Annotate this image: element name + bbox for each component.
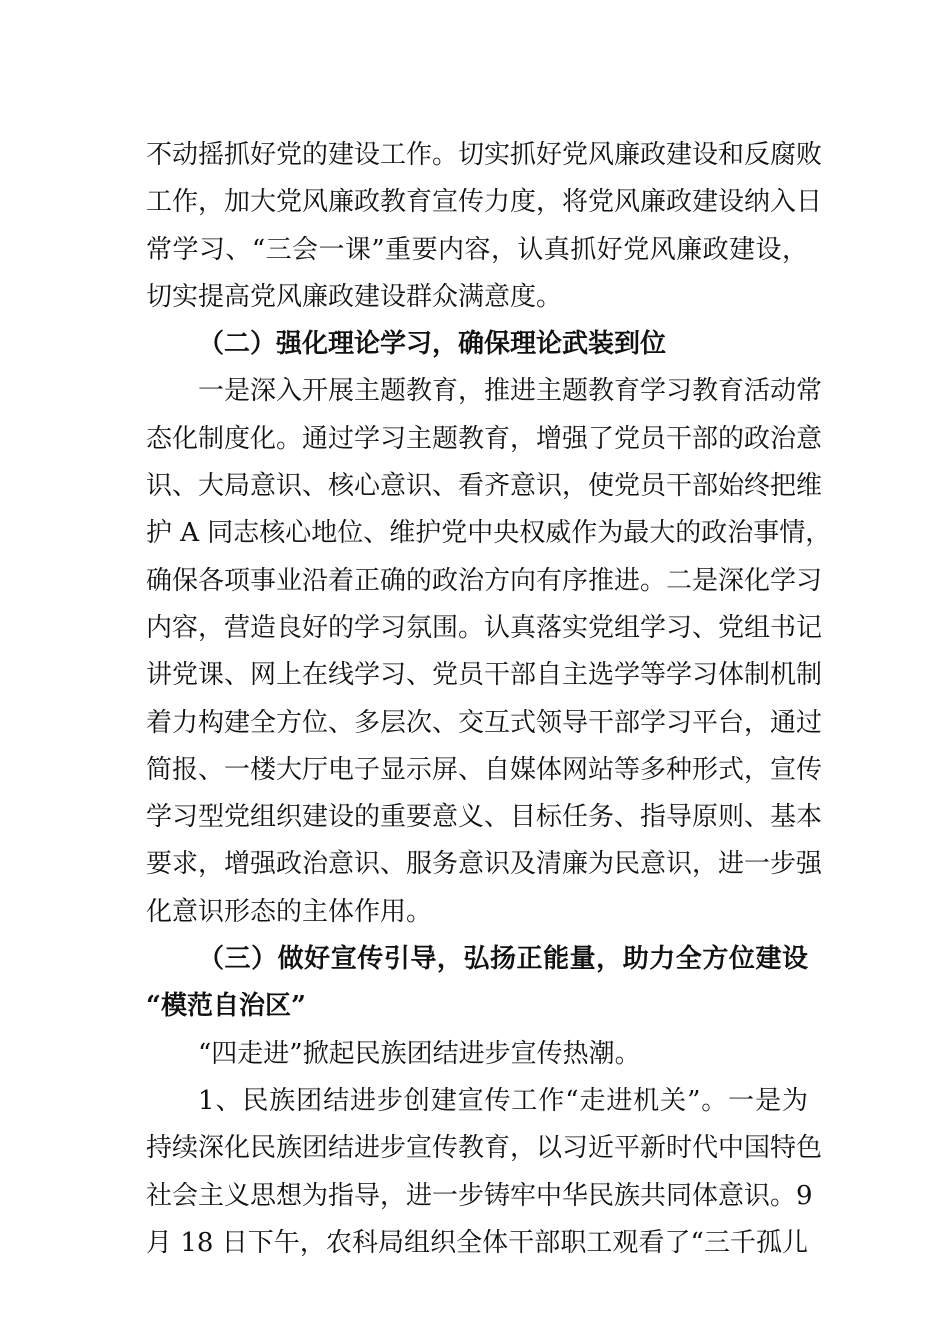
body-line: 确保各项事业沿着正确的政治方向有序推进。二是深化学习: [146, 565, 823, 596]
body-line: 切实提高党风廉政建设群众满意度。: [146, 281, 563, 312]
section-heading: （二）强化理论学习，确保理论武装到位: [198, 329, 667, 360]
body-line: 内容，营造良好的学习氛围。认真落实党组学习、党组书记: [146, 612, 823, 643]
body-line: 学习型党组织建设的重要意义、目标任务、指导原则、基本: [146, 802, 823, 833]
body-line: 护 A 同志核心地位、维护党中央权威作为最大的政治事情，: [146, 518, 832, 549]
body-line: 常学习、“三会一课”重要内容，认真抓好党风廉政建设，: [146, 234, 808, 265]
document-body: [146, 132, 832, 1267]
body-line: “四走进”掀起民族团结进步宣传热潮。: [198, 1038, 641, 1069]
body-line: 要求，增强政治意识、服务意识及清廉为民意识，进一步强: [146, 849, 823, 880]
body-line: 工作，加大党风廉政教育宣传力度，将党风廉政建设纳入日: [146, 187, 823, 218]
section-heading-continuation: “模范自治区”: [146, 991, 306, 1022]
body-line: 1、民族团结进步创建宣传工作“走进机关”。一是为: [198, 1085, 808, 1116]
body-line: 讲党课、网上在线学习、党员干部自主选学等学习体制机制: [146, 660, 823, 691]
body-line: 化意识形态的主体作用。: [146, 896, 433, 927]
body-line: 不动摇抓好党的建设工作。切实抓好党风廉政建设和反腐败: [146, 140, 823, 170]
body-line: 月 18 日下午，农科局组织全体干部职工观看了“三千孤儿: [146, 1227, 808, 1258]
section-heading: （三）做好宣传引导，弘扬正能量，助力全方位建设: [198, 944, 808, 975]
body-line: 简报、一楼大厅电子显示屏、自媒体网站等多种形式，宣传: [146, 754, 823, 785]
body-line: 态化制度化。通过学习主题教育，增强了党员干部的政治意: [146, 423, 823, 454]
body-line: 持续深化民族团结进步宣传教育，以习近平新时代中国特色: [146, 1133, 823, 1164]
body-line: 识、大局意识、核心意识、看齐意识，使党员干部始终把维: [146, 471, 823, 502]
body-line: 着力构建全方位、多层次、交互式领导干部学习平台，通过: [146, 707, 823, 738]
body-line: 社会主义思想为指导，进一步铸牢中华民族共同体意识。9: [146, 1180, 813, 1211]
body-line: 一是深入开展主题教育，推进主题教育学习教育活动常: [198, 376, 823, 407]
